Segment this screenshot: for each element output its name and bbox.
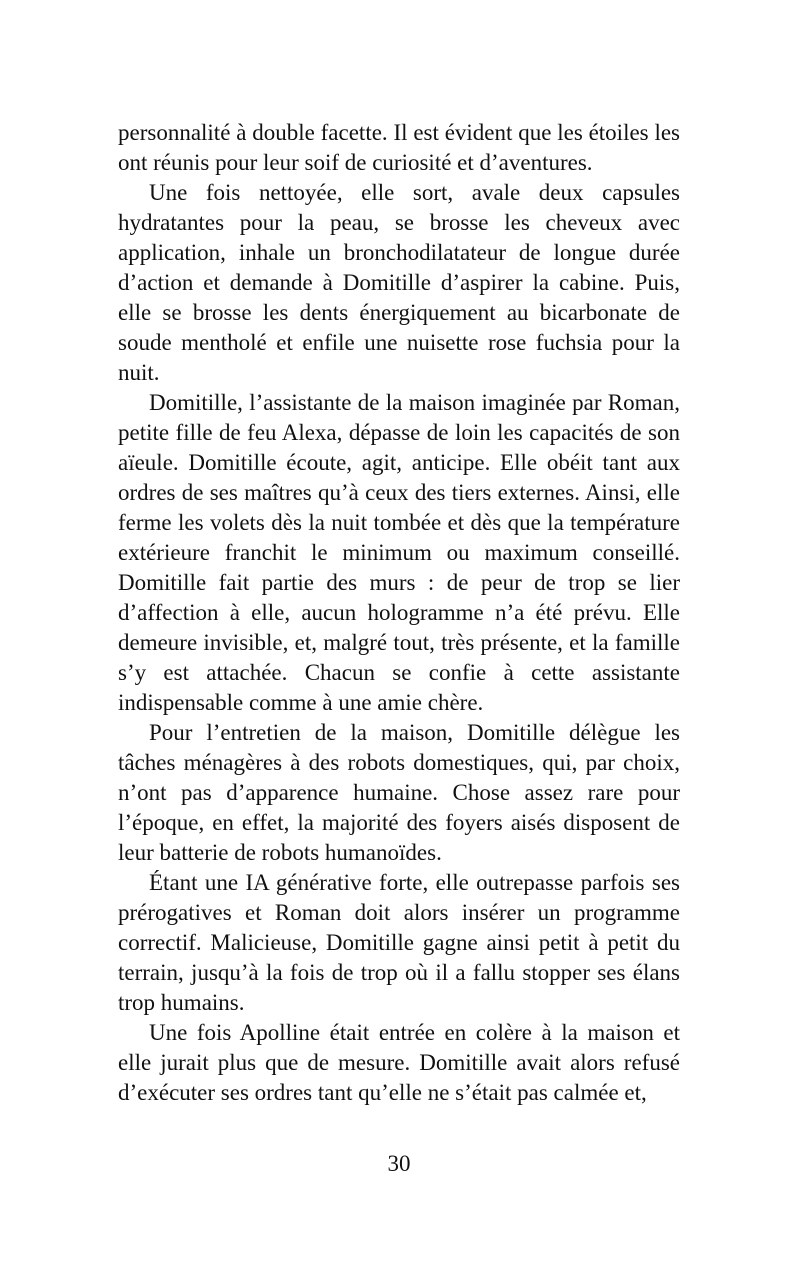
paragraph: Étant une IA générative forte, elle outrepasse parfois ses prérogatives et Roman doit alors insérer un programme correctif. Malicieuse, Domitille gagne ainsi petit à petit du terrain, jusqu’à la fois de trop où il a fallu stopper ses élans trop humains. (118, 870, 680, 1015)
paragraph: Une fois nettoyée, elle sort, avale deux capsules hydratantes pour la peau, se brosse les cheveux avec application, inhale un bronchodilatateur de longue durée d’action et demande à Domitille d’aspirer la cabine. Puis, elle se brosse les dents énergiquement au bicarbonate de soude mentholé et enfile une nuisette rose fuchsia pour la nuit. (118, 180, 680, 385)
paragraph: Domitille, l’assistante de la maison imaginée par Roman, petite fille de feu Alexa, dépasse de loin les capacités de son aïeule. Domitille écoute, agit, anticipe. Elle obéit tant aux ordres de ses maîtres qu’à ceux des tiers externes. Ainsi, elle ferme les volets dès la nuit tombée et dès que la température extérieure franchit le minimum ou maximum conseillé. Domitille fait partie des murs : de peur de trop se lier d’affection à elle, aucun hologramme n’a été prévu. Elle demeure invisible, et, malgré tout, très présente, et la famille s’y est attachée. Chacun se confie à cette assistante indispensable comme à une amie chère. (118, 390, 680, 715)
paragraph-continued: personnalité à double facette. Il est évident que les étoiles les ont réunis pour leur soif de curiosité et d’aventures. (118, 120, 680, 175)
page-number: 30 (387, 1151, 411, 1176)
paragraph: Pour l’entretien de la maison, Domitille délègue les tâches ménagères à des robots domestiques, qui, par choix, n’ont pas d’apparence humaine. Chose assez rare pour l’époque, en effet, la majorité des foyers aisés disposent de leur batterie de robots humanoïdes. (118, 720, 680, 865)
paragraph: Une fois Apolline était entrée en colère à la maison et elle jurait plus que de mesure. Domitille avait alors refusé d’exécuter ses ordres tant qu’elle ne s’était pas calmée et, (118, 1020, 680, 1105)
body-text (118, 118, 680, 1108)
